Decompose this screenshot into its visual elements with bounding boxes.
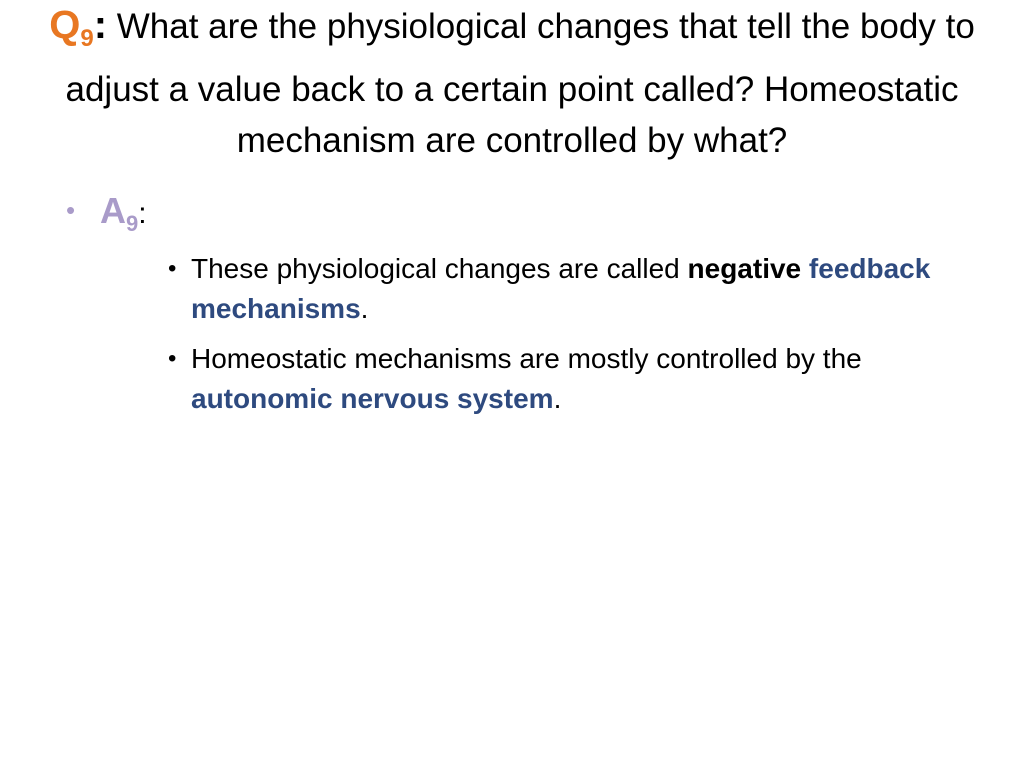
term-negative: negative: [687, 253, 802, 284]
answer-list: [166, 249, 966, 429]
slide-title: [40, 0, 984, 166]
item-punctuation: .: [360, 293, 369, 324]
question-label: Q: [49, 3, 81, 47]
item-bullet: •: [168, 255, 177, 282]
question-text: What are the physiological changes that tell the body to adjust a value back to a certain point called? Homeostatic mechanism are controlled by what?: [65, 7, 975, 160]
item-punctuation: .: [553, 383, 562, 414]
answer-heading: [66, 186, 147, 248]
answer-colon: :: [138, 197, 147, 230]
term-feedback-mechanisms: feedback mechanisms: [191, 253, 931, 324]
answer-label: A: [100, 190, 126, 231]
item-text: These physiological changes are called: [191, 253, 688, 284]
item-bullet: •: [168, 345, 177, 372]
item-text: Homeostatic mechanisms are mostly controlled by the: [191, 343, 862, 374]
question-number: 9: [80, 25, 94, 52]
answer-item: [166, 249, 966, 329]
answer-bullet: •: [66, 195, 76, 225]
answer-item: [166, 339, 966, 419]
question-colon: :: [93, 3, 108, 47]
answer-number: 9: [126, 211, 139, 236]
term-autonomic-nervous-system: autonomic nervous system: [191, 383, 554, 414]
